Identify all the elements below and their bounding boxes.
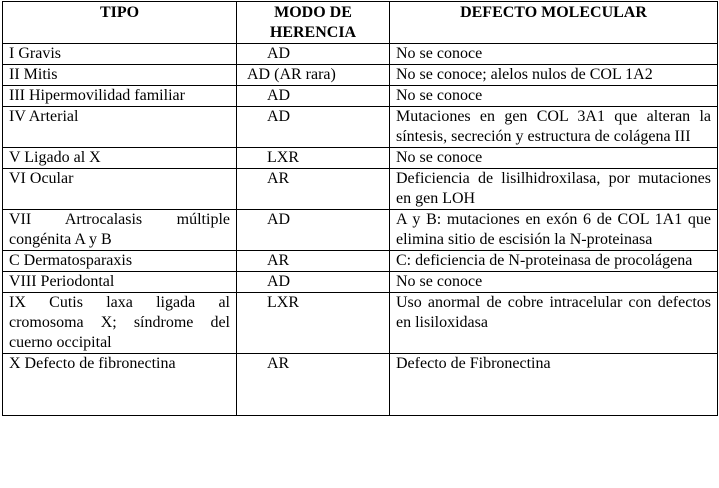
cell-tipo: I Gravis xyxy=(3,44,237,65)
table-row xyxy=(3,107,718,148)
cell-tipo: X Defecto de fibronectina xyxy=(3,354,237,416)
cell-modo: AR xyxy=(237,169,390,210)
cell-tipo: IX Cutis laxa ligada al cromosoma X; síndrome del cuerno occipital xyxy=(3,293,237,354)
cell-modo: AR xyxy=(237,251,390,272)
cell-tipo: IV Arterial xyxy=(3,107,237,148)
header-defecto-molecular: DEFECTO MOLECULAR xyxy=(390,2,718,44)
header-tipo: TIPO xyxy=(3,2,237,44)
cell-modo: AD xyxy=(237,86,390,107)
table-row xyxy=(3,169,718,210)
cell-defecto: Uso anormal de cobre intracelular con defectos en lisiloxidasa xyxy=(390,293,718,354)
cell-defecto: C: deficiencia de N-proteinasa de procolágena xyxy=(390,251,718,272)
cell-modo: AD xyxy=(237,272,390,293)
cell-tipo: C Dermatosparaxis xyxy=(3,251,237,272)
header-modo-herencia: MODO DE HERENCIA xyxy=(237,2,390,44)
cell-tipo: VII Artrocalasis múltiple congénita A y B xyxy=(3,210,237,251)
cell-tipo: V Ligado al X xyxy=(3,148,237,169)
cell-modo: LXR xyxy=(237,148,390,169)
cell-tipo: VI Ocular xyxy=(3,169,237,210)
cell-defecto: No se conoce xyxy=(390,272,718,293)
cell-modo: AD (AR rara) xyxy=(237,65,390,86)
cell-tipo: III Hipermovilidad familiar xyxy=(3,86,237,107)
cell-defecto: No se conoce; alelos nulos de COL 1A2 xyxy=(390,65,718,86)
table-row xyxy=(3,65,718,86)
table-row xyxy=(3,272,718,293)
cell-modo: AR xyxy=(237,354,390,416)
cell-defecto: No se conoce xyxy=(390,44,718,65)
table-row xyxy=(3,210,718,251)
cell-modo: AD xyxy=(237,107,390,148)
table-row xyxy=(3,148,718,169)
table-row xyxy=(3,251,718,272)
cell-modo: LXR xyxy=(237,293,390,354)
cell-defecto: No se conoce xyxy=(390,148,718,169)
header-row xyxy=(3,2,718,44)
cell-tipo: II Mitis xyxy=(3,65,237,86)
table-row xyxy=(3,354,718,416)
table-row xyxy=(3,44,718,65)
cell-modo: AD xyxy=(237,210,390,251)
cell-defecto: Defecto de Fibronectina xyxy=(390,354,718,416)
table-row xyxy=(3,293,718,354)
table-row xyxy=(3,86,718,107)
cell-defecto: Mutaciones en gen COL 3A1 que alteran la síntesis, secreción y estructura de colágena III xyxy=(390,107,718,148)
cell-modo: AD xyxy=(237,44,390,65)
cell-defecto: A y B: mutaciones en exón 6 de COL 1A1 que elimina sitio de escisión la N-proteinasa xyxy=(390,210,718,251)
eds-classification-table xyxy=(2,1,718,416)
cell-tipo: VIII Periodontal xyxy=(3,272,237,293)
cell-defecto: Deficiencia de lisilhidroxilasa, por mutaciones en gen LOH xyxy=(390,169,718,210)
cell-defecto: No se conoce xyxy=(390,86,718,107)
